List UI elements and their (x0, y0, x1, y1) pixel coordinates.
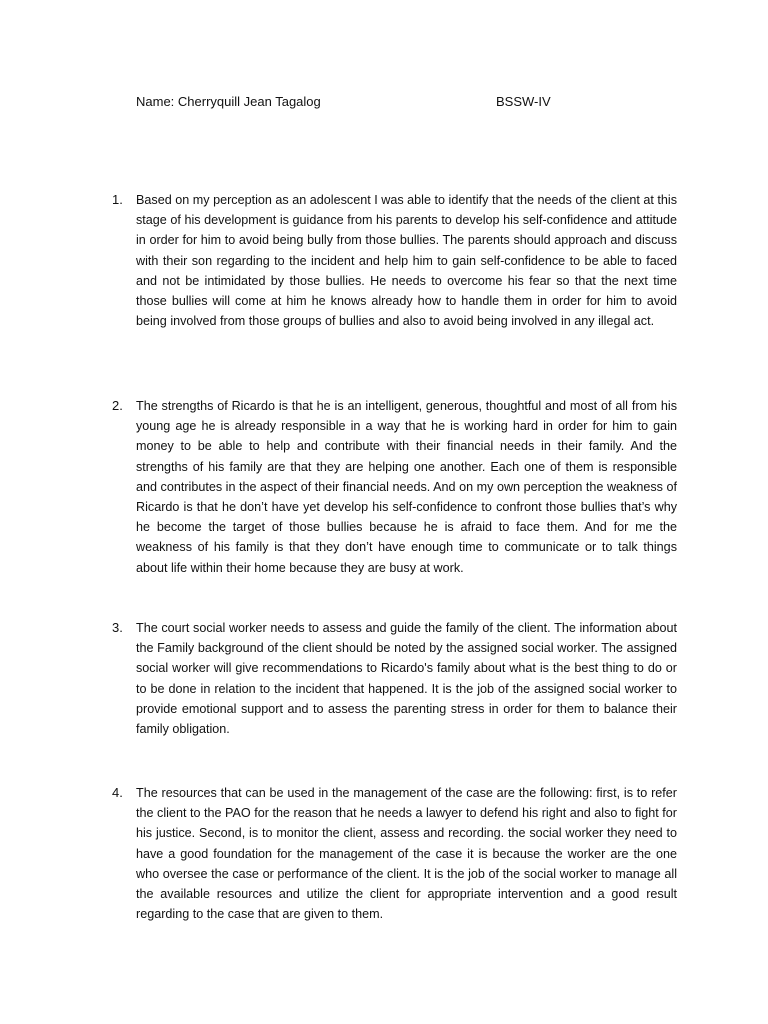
answer-text: The strengths of Ricardo is that he is an intelligent, generous, thoughtful and most of all from his young age he is already responsible in a way that he is working hard in order for him to gain money to be able to help and contribute with their financial needs in their family. And the strengths of his family are that they are helping one another. Each one of them is responsible and contributes in the aspect of their financial needs. And on my own perception the weakness of Ricardo is that he don’t have yet develop his self-confidence to confront those bullies that’s why he become the target of those bullies because he is afraid to face them. And for me the weakness of his family is that they don’t have enough time to communicate or to talk things about life within their home because they are busy at work. (136, 399, 677, 575)
student-name: Name: Cherryquill Jean Tagalog (136, 94, 321, 109)
document-header (136, 92, 556, 112)
answer-text: Based on my perception as an adolescent I was able to identify that the needs of the client at this stage of his development is guidance from his parents to develop his self-confidence and attitude in order for him to avoid being bully from those bullies. The parents should approach and discuss with their son regarding to the incident and help him to gain self-confidence to be able to faced and not be intimidated by those bullies. He needs to overcome his fear so that the next time those bullies will come at him he knows already how to handle them in order for him to avoid being involved from those groups of bullies and also to avoid being involved in any illegal act. (136, 193, 677, 329)
answer-number: 1. (112, 192, 123, 207)
answer-number: 4. (112, 785, 123, 800)
answer-number: 3. (112, 620, 123, 635)
answer-text: The court social worker needs to assess and guide the family of the client. The information about the Family background of the client should be noted by the assigned social worker. The assigned social worker will give recommendations to Ricardo's family about what is the best thing to do or to be done in relation to the incident that happened. It is the job of the assigned social worker to provide emotional support and to assess the parenting stress in order for them to balance their family obligation. (136, 621, 677, 737)
course-code: BSSW-IV (496, 94, 551, 109)
answer-number: 2. (112, 398, 123, 413)
answer-text: The resources that can be used in the management of the case are the following: first, is to refer the client to the PAO for the reason that he needs a lawyer to defend his right and also to fight for his justice. Second, is to monitor the client, assess and recording. the social worker they need to have a good foundation for the management of the case it is because the worker are the one who oversee the case or performance of the client. It is the job of the social worker to manage all the available resources and utilize the client for appropriate intervention and a good result regarding to the case that are given to them. (136, 786, 677, 922)
